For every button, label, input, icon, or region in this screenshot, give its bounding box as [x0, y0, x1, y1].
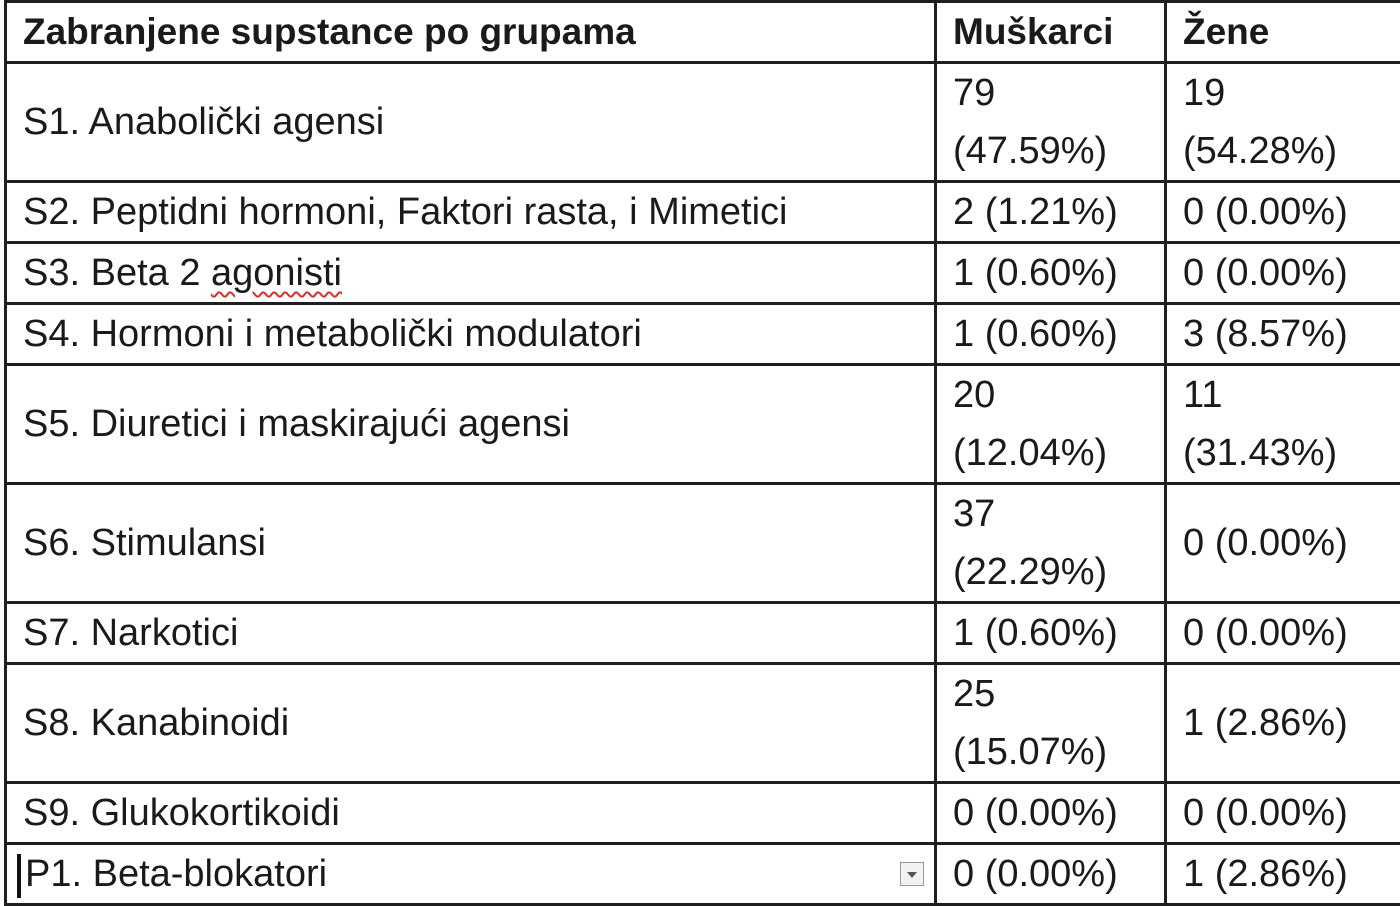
men-count: 37 — [953, 485, 1164, 543]
table-row — [6, 844, 1400, 905]
text-cursor-icon — [17, 854, 21, 898]
dropdown-arrow-icon[interactable] — [900, 862, 924, 886]
women-cell[interactable]: 1 (2.86%) — [1166, 844, 1400, 905]
spellcheck-word[interactable]: agonisti — [211, 252, 342, 294]
table-row — [6, 484, 1400, 603]
men-cell[interactable]: 2 (1.21%) — [936, 182, 1166, 243]
group-cell[interactable] — [6, 844, 936, 905]
men-cell[interactable]: 1 (0.60%) — [936, 243, 1166, 304]
table-row — [6, 603, 1400, 664]
group-cell[interactable]: S4. Hormoni i metabolički modulatori — [6, 304, 936, 365]
table-row — [6, 304, 1400, 365]
men-percent: (12.04%) — [953, 424, 1164, 482]
men-cell[interactable]: 1 (0.60%) — [936, 603, 1166, 664]
women-cell[interactable]: 0 (0.00%) — [1166, 243, 1400, 304]
table-row — [6, 365, 1400, 484]
table-row — [6, 664, 1400, 783]
group-cell[interactable]: S5. Diuretici i maskirajući agensi — [6, 365, 936, 484]
men-cell[interactable] — [936, 484, 1166, 603]
header-group[interactable]: Zabranjene supstance po grupama — [6, 2, 936, 63]
men-count: 20 — [953, 366, 1164, 424]
group-text: S3. Beta 2 — [23, 252, 211, 294]
men-count: 25 — [953, 665, 1164, 723]
men-percent: (22.29%) — [953, 543, 1164, 601]
women-cell[interactable] — [1166, 365, 1400, 484]
women-cell[interactable]: 0 (0.00%) — [1166, 783, 1400, 844]
men-cell[interactable]: 1 (0.60%) — [936, 304, 1166, 365]
women-cell[interactable]: 0 (0.00%) — [1166, 603, 1400, 664]
men-cell[interactable] — [936, 664, 1166, 783]
men-percent: (47.59%) — [953, 122, 1164, 180]
group-cell[interactable]: S6. Stimulansi — [6, 484, 936, 603]
women-count: 19 — [1183, 64, 1400, 122]
women-cell[interactable]: 1 (2.86%) — [1166, 664, 1400, 783]
women-cell[interactable]: 0 (0.00%) — [1166, 484, 1400, 603]
table-row — [6, 182, 1400, 243]
table-row — [6, 783, 1400, 844]
men-cell[interactable] — [936, 365, 1166, 484]
women-count: 11 — [1183, 366, 1400, 424]
group-cell[interactable]: S8. Kanabinoidi — [6, 664, 936, 783]
men-count: 79 — [953, 64, 1164, 122]
header-men[interactable]: Muškarci — [936, 2, 1166, 63]
group-cell[interactable]: S2. Peptidni hormoni, Faktori rasta, i Mimetici — [6, 182, 936, 243]
men-cell[interactable]: 0 (0.00%) — [936, 844, 1166, 905]
men-cell[interactable] — [936, 63, 1166, 182]
group-cell[interactable] — [6, 243, 936, 304]
header-women[interactable]: Žene — [1166, 2, 1400, 63]
group-cell[interactable]: S1. Anabolički agensi — [6, 63, 936, 182]
group-cell[interactable]: S7. Narkotici — [6, 603, 936, 664]
group-text: P1. Beta-blokatori — [25, 853, 327, 895]
men-percent: (15.07%) — [953, 723, 1164, 781]
women-cell[interactable]: 0 (0.00%) — [1166, 182, 1400, 243]
women-cell[interactable]: 3 (8.57%) — [1166, 304, 1400, 365]
table-header-row — [6, 2, 1400, 63]
table-row — [6, 243, 1400, 304]
women-percent: (31.43%) — [1183, 424, 1400, 482]
substances-table — [4, 0, 1400, 906]
men-cell[interactable]: 0 (0.00%) — [936, 783, 1166, 844]
table-row — [6, 63, 1400, 182]
women-cell[interactable] — [1166, 63, 1400, 182]
group-cell[interactable]: S9. Glukokortikoidi — [6, 783, 936, 844]
women-percent: (54.28%) — [1183, 122, 1400, 180]
